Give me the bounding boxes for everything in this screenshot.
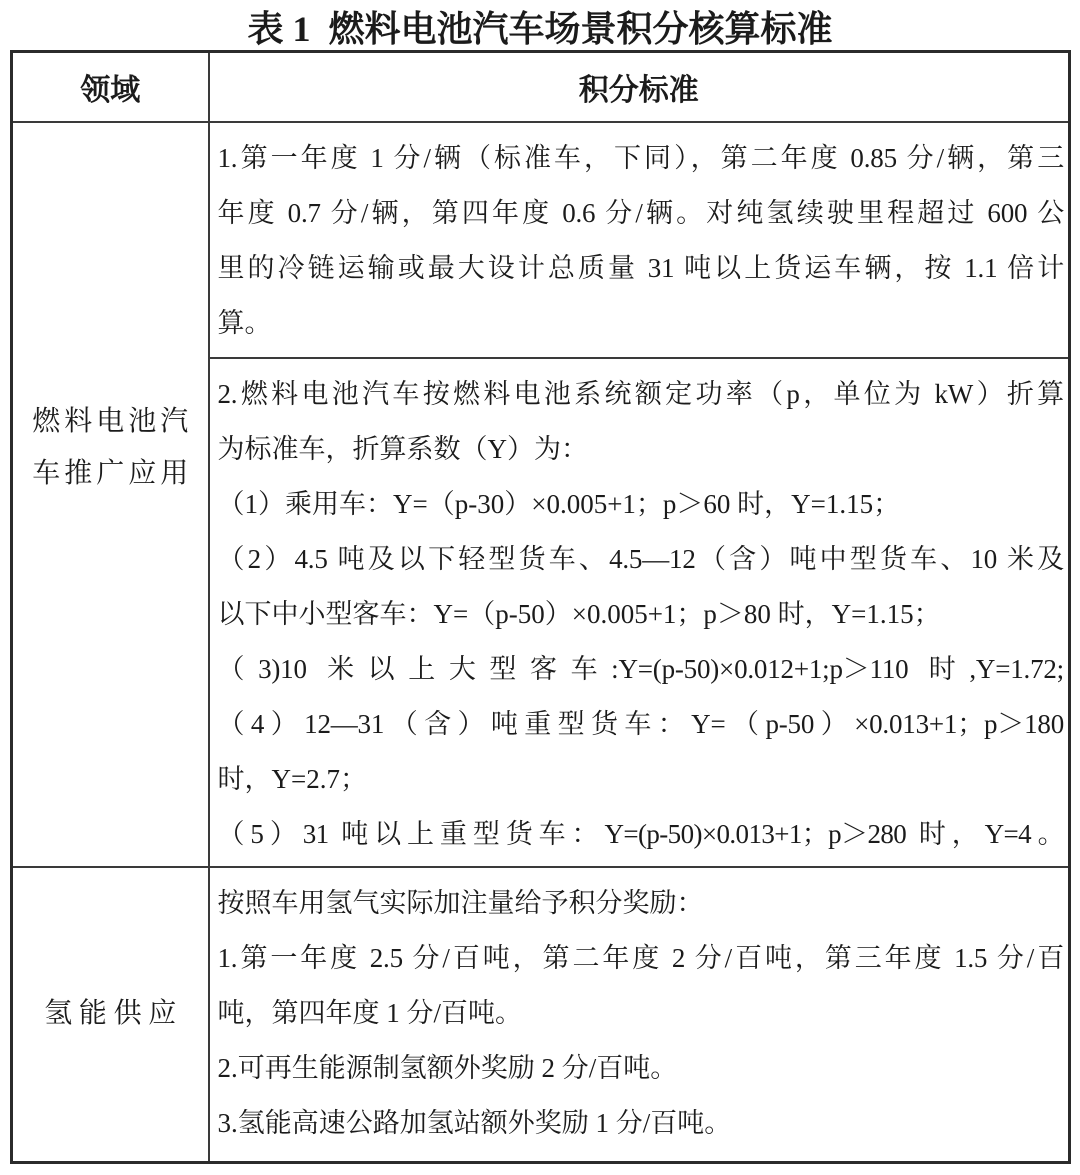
col-header-domain: 领域: [12, 52, 209, 122]
cell-line: 时，Y=2.7；: [217, 763, 367, 794]
table-title: 表 1 燃料电池汽车场景积分核算标准: [247, 9, 833, 49]
cell-line: （4）12—31（含）吨重型货车：Y=（p-50）×0.013+1；p＞180: [217, 708, 1064, 739]
domain-cell-hydrogen-supply: [12, 867, 209, 1163]
domain-line: 燃料电池汽: [32, 406, 189, 437]
cell-line: 里的冷链运输或最大设计总质量 31 吨以上货运车辆，按 1.1 倍计: [217, 252, 1064, 283]
header-row: [12, 52, 1070, 122]
domain-label: [44, 988, 176, 1040]
points-table: [10, 50, 1071, 1164]
points-cell-vehicle-annual: [209, 122, 1070, 358]
domain-cell-fcv-promotion: [12, 122, 209, 867]
table-row: [12, 867, 1070, 1163]
cell-line: 以下中小型客车：Y=（p-50）×0.005+1；p＞80 时，Y=1.15；: [217, 598, 941, 629]
cell-line: 2.燃料电池汽车按燃料电池系统额定功率（p，单位为 kW）折算: [217, 378, 1064, 409]
cell-line: 年度 0.7 分/辆，第四年度 0.6 分/辆。对纯氢续驶里程超过 600 公: [217, 197, 1064, 228]
cell-line: 算。: [217, 307, 272, 338]
cell-line: （2）4.5 吨及以下轻型货车、4.5—12（含）吨中型货车、10 米及: [217, 543, 1064, 574]
domain-label: [32, 396, 188, 500]
points-cell-hydrogen-refueling: [209, 867, 1070, 1163]
domain-line: 车推广应用: [32, 458, 189, 489]
cell-line: 1.第一年度 2.5 分/百吨，第二年度 2 分/百吨，第三年度 1.5 分/百: [217, 942, 1064, 973]
cell-line: （1）乘用车：Y=（p-30）×0.005+1；p＞60 时，Y=1.15；: [217, 488, 901, 519]
cell-line: 3.氢能高速公路加氢站额外奖励 1 分/百吨。: [217, 1107, 732, 1138]
table-row: [12, 122, 1070, 358]
cell-line: 2.可再生能源制氢额外奖励 2 分/百吨。: [217, 1052, 678, 1083]
col-header-points-standard: 积分标准: [209, 52, 1070, 122]
points-cell-conversion-factors: [209, 358, 1070, 867]
cell-line: 1.第一年度 1 分/辆（标准车，下同），第二年度 0.85 分/辆，第三: [217, 142, 1064, 173]
cell-line: 为标准车，折算系数（Y）为：: [217, 433, 588, 464]
cell-line: 按照车用氢气实际加注量给予积分奖励：: [217, 887, 704, 918]
cell-line: （3)10 米以上大型客车:Y=(p-50)×0.012+1;p＞110 时,Y=1.72;: [217, 653, 1064, 684]
cell-line: （5）31 吨以上重型货车：Y=(p-50)×0.013+1；p＞280 时，Y=4。: [217, 818, 1064, 849]
cell-line: 吨，第四年度 1 分/百吨。: [217, 997, 523, 1028]
domain-line: 氢能供应: [44, 998, 177, 1030]
